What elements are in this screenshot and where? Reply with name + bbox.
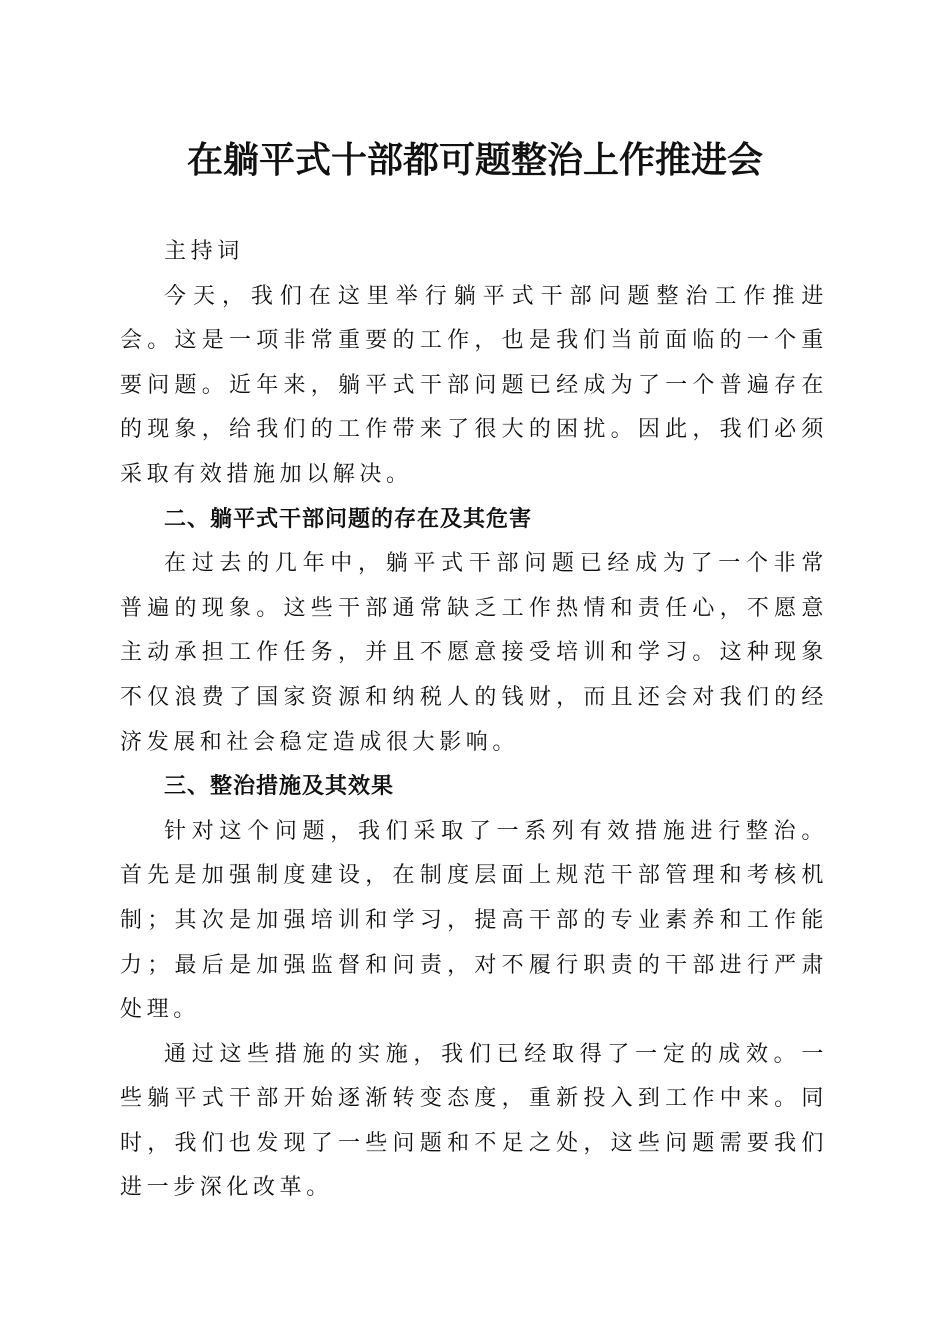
section-heading-measures: 三、整治措施及其效果 (164, 774, 395, 800)
section-paragraph-results: 通过这些措施的实施，我们已经取得了一定的成效。一些躺平式干部开始逐渐转变态度，重新投入到工作中来。同时，我们也发现了一些问题和不足之处，这些问题需要我们进一步深化改革。 (120, 1041, 828, 1201)
host-label: 主持词 (164, 239, 244, 264)
document-title: 在躺平式十部都可题整治上作推进会 (186, 139, 763, 181)
intro-paragraph: 今天，我们在这里举行躺平式干部问题整治工作推进会。这是一项非常重要的工作，也是我们当前面临的一个重要问题。近年来，躺平式干部问题已经成为了一个普遍存在的现象，给我们的工作带来了很大的困扰。因此，我们必须采取有效措施加以解决。 (120, 283, 828, 487)
section-heading-harm: 二、躺平式干部问题的存在及其危害 (164, 506, 533, 532)
document-body (120, 230, 828, 1211)
section-paragraph-measures: 针对这个问题，我们采取了一系列有效措施进行整治。首先是加强制度建设，在制度层面上规范干部管理和考核机制；其次是加强培训和学习，提高干部的专业素养和工作能力；最后是加强监督和问责，对不履行职责的干部进行严肃处理。 (120, 818, 828, 1023)
section-paragraph-harm: 在过去的几年中，躺平式干部问题已经成为了一个非常普遍的现象。这些干部通常缺乏工作热情和责任心，不愿意主动承担工作任务，并且不愿意接受培训和学习。这种现象不仅浪费了国家资源和纳税人的钱财，而且还会对我们的经济发展和社会稳定造成很大影响。 (120, 551, 828, 755)
